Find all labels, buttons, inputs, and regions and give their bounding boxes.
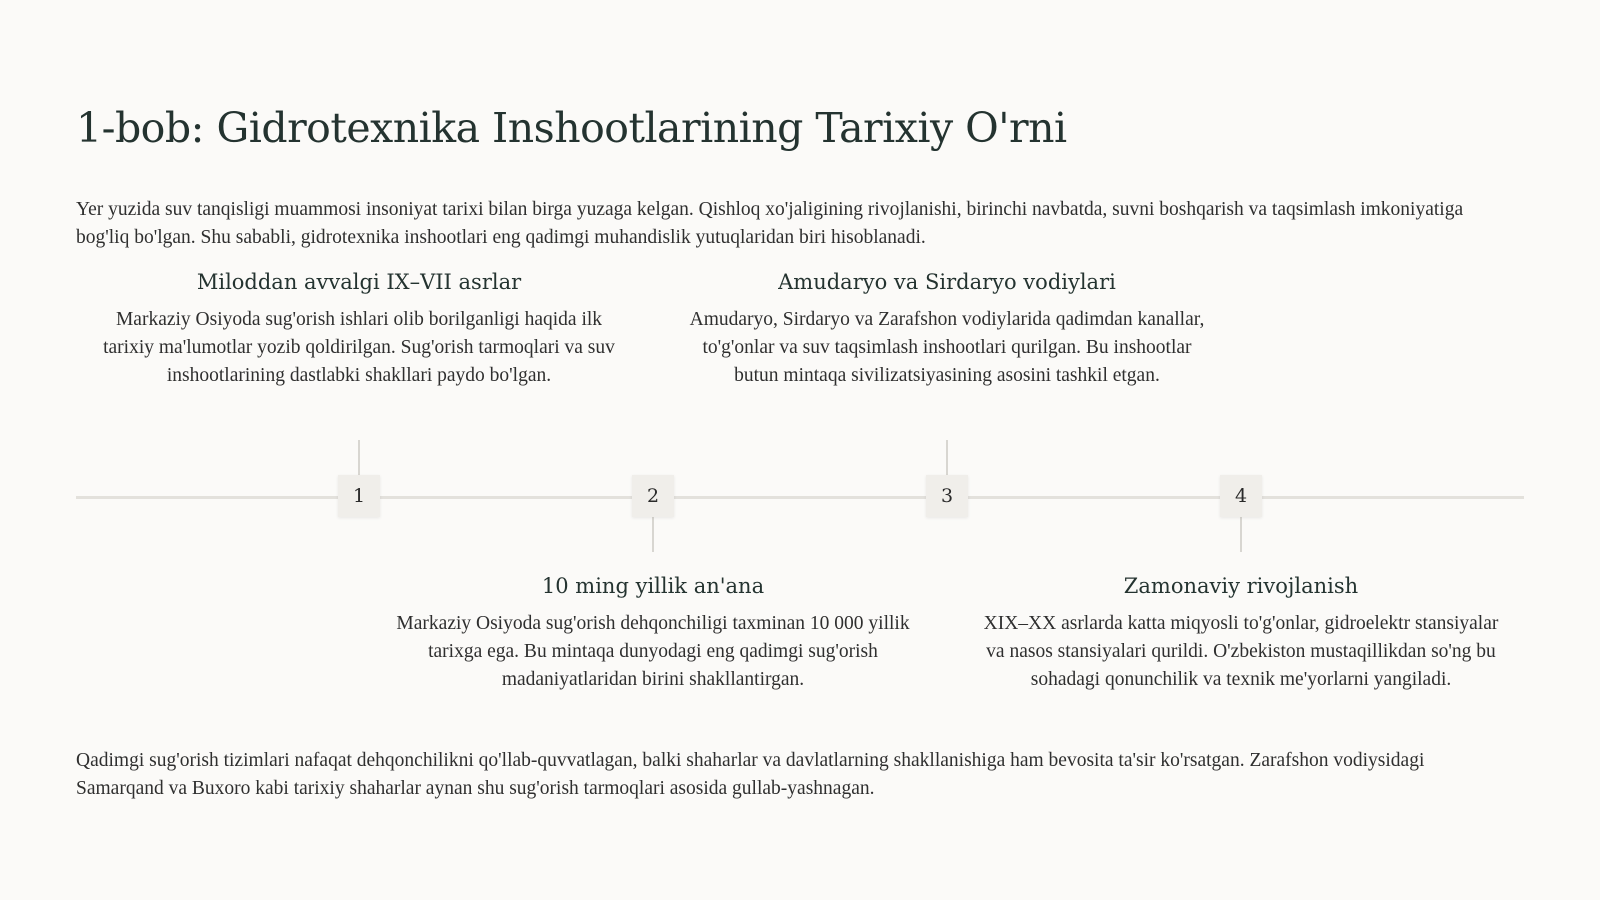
page-title: 1-bob: Gidrotexnika Inshootlarining Tarixiy O'rni	[76, 104, 1067, 152]
closing-paragraph: Qadimgi sug'orish tizimlari nafaqat dehqonchilikni qo'llab-quvvatlagan, balki shaharlar va davlatlarning shakllanishiga ham bevosita ta'sir ko'rsatgan. Zarafshon vodiysidagi Samarqand va Buxoro kabi tarixiy shaharlar aynan shu sug'orish tarmoqlari asosida gullab-yashnagan.	[76, 750, 1425, 799]
timeline-event-3	[682, 270, 1212, 390]
event-title: Zamonaviy rivojlanish	[1123, 574, 1359, 598]
timeline-connector-2	[652, 512, 654, 552]
event-description: XIX–XX asrlarda katta miqyosli to'g'onlar, gidroelektr stansiyalar va nasos stansiyalari qurildi. O'zbekiston mustaqillikdan so'ng bu sohadagi qonunchilik va texnik me'yorlarni yangiladi.	[983, 613, 1499, 690]
intro-paragraph: Yer yuzida suv tanqisligi muammosi insoniyat tarixi bilan birga yuzaga kelgan. Qishloq xo'jaligining rivojlanishi, birinchi navbatda, suvni boshqarish va taqsimlash imkoniyatiga bog'liq bo'lgan. Shu sababli, gidrotexnika inshootlari eng qadimgi muhandislik yutuqlaridan biri hisoblanadi.	[76, 199, 1464, 248]
event-description: Amudaryo, Sirdaryo va Zarafshon vodiylarida qadimdan kanallar, to'g'onlar va suv taqsimlash inshootlari qurilgan. Bu inshootlar butun mintaqa sivilizatsiyasining asosini tashkil etgan.	[689, 309, 1205, 386]
timeline-connector-1	[358, 440, 360, 480]
event-title: 10 ming yillik an'ana	[541, 574, 765, 598]
timeline-marker-3: 3	[926, 475, 968, 517]
event-description: Markaziy Osiyoda sug'orish ishlari olib borilganligi haqida ilk tarixiy ma'lumotlar yozib qoldirilgan. Sug'orish tarmoqlari va suv inshootlarining dastlabki shakllari paydo bo'lgan.	[103, 309, 615, 386]
event-description: Markaziy Osiyoda sug'orish dehqonchiligi taxminan 10 000 yillik tarixga ega. Bu mintaqa dunyodagi eng qadimgi sug'orish madaniyatlaridan birini shakllantirgan.	[396, 613, 910, 690]
event-title: Amudaryo va Sirdaryo vodiylari	[778, 270, 1116, 294]
timeline-marker-2: 2	[632, 475, 674, 517]
timeline-connector-3	[946, 440, 948, 480]
timeline-marker-4: 4	[1220, 475, 1262, 517]
timeline-event-2	[388, 574, 918, 694]
timeline-event-4	[976, 574, 1506, 694]
timeline-line	[76, 496, 1524, 499]
timeline-event-1	[94, 270, 624, 390]
timeline-connector-4	[1240, 512, 1242, 552]
timeline-marker-1: 1	[338, 475, 380, 517]
event-title: Miloddan avvalgi IX–VII asrlar	[196, 270, 522, 294]
